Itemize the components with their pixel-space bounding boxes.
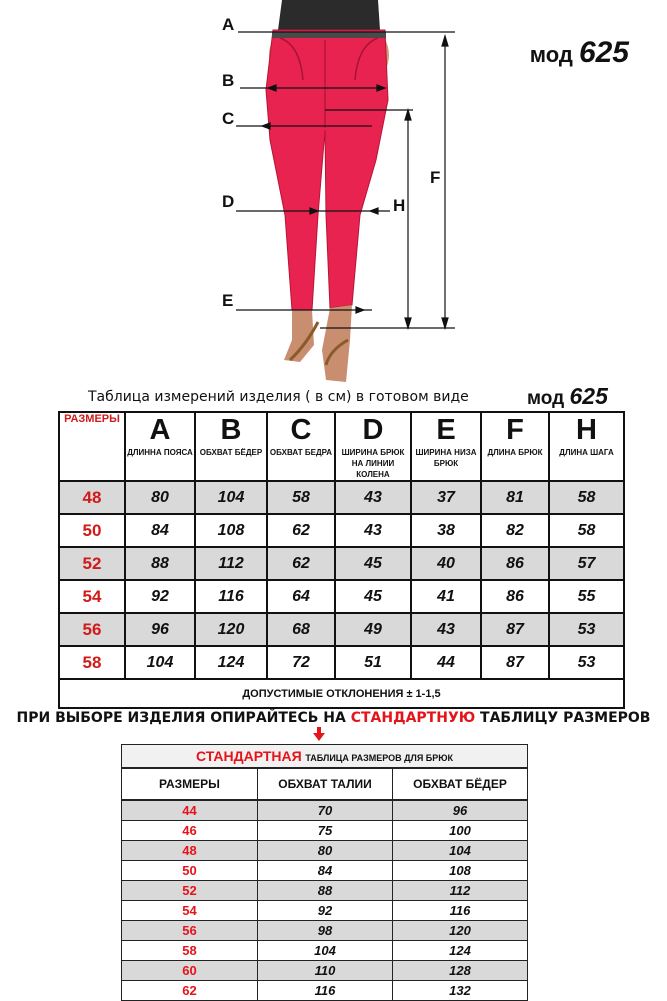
column-header: РАЗМЕРЫ [122,768,258,800]
table-row [122,881,528,901]
table-row [122,800,528,821]
value-cell: 41 [411,580,481,613]
standard-header-row [122,768,528,800]
column-header: ОБХВАТ ТАЛИИ [258,768,393,800]
size-cell: 56 [59,613,125,646]
value-cell: 57 [549,547,624,580]
table-row [122,921,528,941]
label-h: H [393,196,406,215]
value-cell: 45 [335,580,411,613]
value-cell: 44 [411,646,481,679]
table-row [122,861,528,881]
table-row [122,841,528,861]
waist-cell: 92 [258,901,393,921]
size-cell: 58 [122,941,258,961]
advice-before: ПРИ ВЫБОРЕ ИЗДЕЛИЯ ОПИРАЙТЕСЬ НА [16,710,346,726]
size-cell: 46 [122,821,258,841]
hips-cell: 124 [393,941,528,961]
label-b: B [222,71,235,90]
column-header: ОБХВАТ БЁДЕР [393,768,528,800]
label-a: A [222,15,235,34]
size-cell: 48 [59,481,125,514]
size-cell: 54 [59,580,125,613]
size-cell: 52 [59,547,125,580]
waist-cell: 98 [258,921,393,941]
value-cell: 86 [481,547,549,580]
value-cell: 104 [195,481,267,514]
value-cell: 62 [267,514,335,547]
table-row [122,981,528,1001]
value-cell: 104 [125,646,195,679]
table-row [59,646,624,679]
column-header: F ДЛИНА БРЮК [481,412,549,481]
standard-title-row [122,745,528,769]
hips-cell: 116 [393,901,528,921]
standard-title [122,745,528,769]
value-cell: 38 [411,514,481,547]
waist-cell: 80 [258,841,393,861]
tolerance-row [59,679,624,708]
value-cell: 72 [267,646,335,679]
standard-title-rest: ТАБЛИЦА РАЗМЕРОВ ДЛЯ БРЮК [305,753,454,763]
size-cell: 44 [122,800,258,821]
value-cell: 80 [125,481,195,514]
value-cell: 53 [549,646,624,679]
waist-cell: 84 [258,861,393,881]
value-cell: 82 [481,514,549,547]
value-cell: 58 [549,514,624,547]
value-cell: 86 [481,580,549,613]
value-cell: 108 [195,514,267,547]
value-cell: 43 [411,613,481,646]
value-cell: 37 [411,481,481,514]
table-row [122,941,528,961]
hips-cell: 120 [393,921,528,941]
table-row [122,821,528,841]
table-row [122,901,528,921]
waist-cell: 116 [258,981,393,1001]
label-c: C [222,109,235,128]
table-row [59,580,624,613]
table-row [59,481,624,514]
size-cell: 50 [122,861,258,881]
value-cell: 49 [335,613,411,646]
value-cell: 58 [549,481,624,514]
size-cell: 50 [59,514,125,547]
column-header: B ОБХВАТ БЁДЕР [195,412,267,481]
measurements-title: Таблица измерений изделия ( в см) в готовом виде [88,389,469,405]
measurements-model-number: 625 [569,383,608,409]
tolerance-note: ДОПУСТИМЫЕ ОТКЛОНЕНИЯ ± 1-1,5 [59,679,624,708]
value-cell: 88 [125,547,195,580]
hips-cell: 108 [393,861,528,881]
column-header: E ШИРИНА НИЗА БРЮК [411,412,481,481]
right-foot [322,305,352,382]
value-cell: 68 [267,613,335,646]
size-cell: 58 [59,646,125,679]
value-cell: 84 [125,514,195,547]
column-header: D ШИРИНА БРЮК НА ЛИНИИ КОЛЕНА [335,412,411,481]
measurements-header-row [59,412,624,481]
value-cell: 58 [267,481,335,514]
value-cell: 116 [195,580,267,613]
waist-cell: 88 [258,881,393,901]
measurements-model-prefix: мод [527,388,565,409]
value-cell: 55 [549,580,624,613]
size-cell: 56 [122,921,258,941]
table-row [59,547,624,580]
value-cell: 43 [335,514,411,547]
waist-cell: 104 [258,941,393,961]
label-f: F [430,168,441,187]
value-cell: 120 [195,613,267,646]
label-e: E [222,291,234,310]
advice-highlight: СТАНДАРТНУЮ [350,710,476,726]
model-prefix: мод [529,42,573,67]
value-cell: 112 [195,547,267,580]
table-row [122,961,528,981]
advice-after: ТАБЛИЦУ РАЗМЕРОВ [480,710,651,726]
hips-cell: 104 [393,841,528,861]
size-cell: 52 [122,881,258,901]
belt [272,32,386,38]
value-cell: 124 [195,646,267,679]
hips-cell: 112 [393,881,528,901]
value-cell: 43 [335,481,411,514]
column-header: C ОБХВАТ БЕДРА [267,412,335,481]
value-cell: 87 [481,613,549,646]
hips-cell: 128 [393,961,528,981]
value-cell: 81 [481,481,549,514]
measurements-model-tag [527,383,608,410]
value-cell: 96 [125,613,195,646]
waist-cell: 75 [258,821,393,841]
size-advice [0,710,667,726]
value-cell: 87 [481,646,549,679]
measurements-table [58,411,625,709]
waist-cell: 110 [258,961,393,981]
model-number: 625 [578,36,629,69]
sizes-header: РАЗМЕРЫ [59,412,125,481]
table-row [59,613,624,646]
value-cell: 64 [267,580,335,613]
size-cell: 54 [122,901,258,921]
model-tag [530,36,629,70]
column-header: H ДЛИНА ШАГА [549,412,624,481]
column-header: A ДЛИННА ПОЯСА [125,412,195,481]
standard-size-table [121,744,528,1001]
value-cell: 51 [335,646,411,679]
table-row [59,514,624,547]
standard-title-highlight: СТАНДАРТНАЯ [195,748,302,764]
label-d: D [222,192,235,211]
value-cell: 92 [125,580,195,613]
hips-cell: 96 [393,800,528,821]
down-arrow-icon [312,727,326,741]
model-torso [278,0,380,30]
value-cell: 40 [411,547,481,580]
size-cell: 48 [122,841,258,861]
size-cell: 62 [122,981,258,1001]
value-cell: 53 [549,613,624,646]
waist-cell: 70 [258,800,393,821]
value-cell: 62 [267,547,335,580]
value-cell: 45 [335,547,411,580]
hips-cell: 132 [393,981,528,1001]
hips-cell: 100 [393,821,528,841]
size-cell: 60 [122,961,258,981]
pants [266,30,388,310]
